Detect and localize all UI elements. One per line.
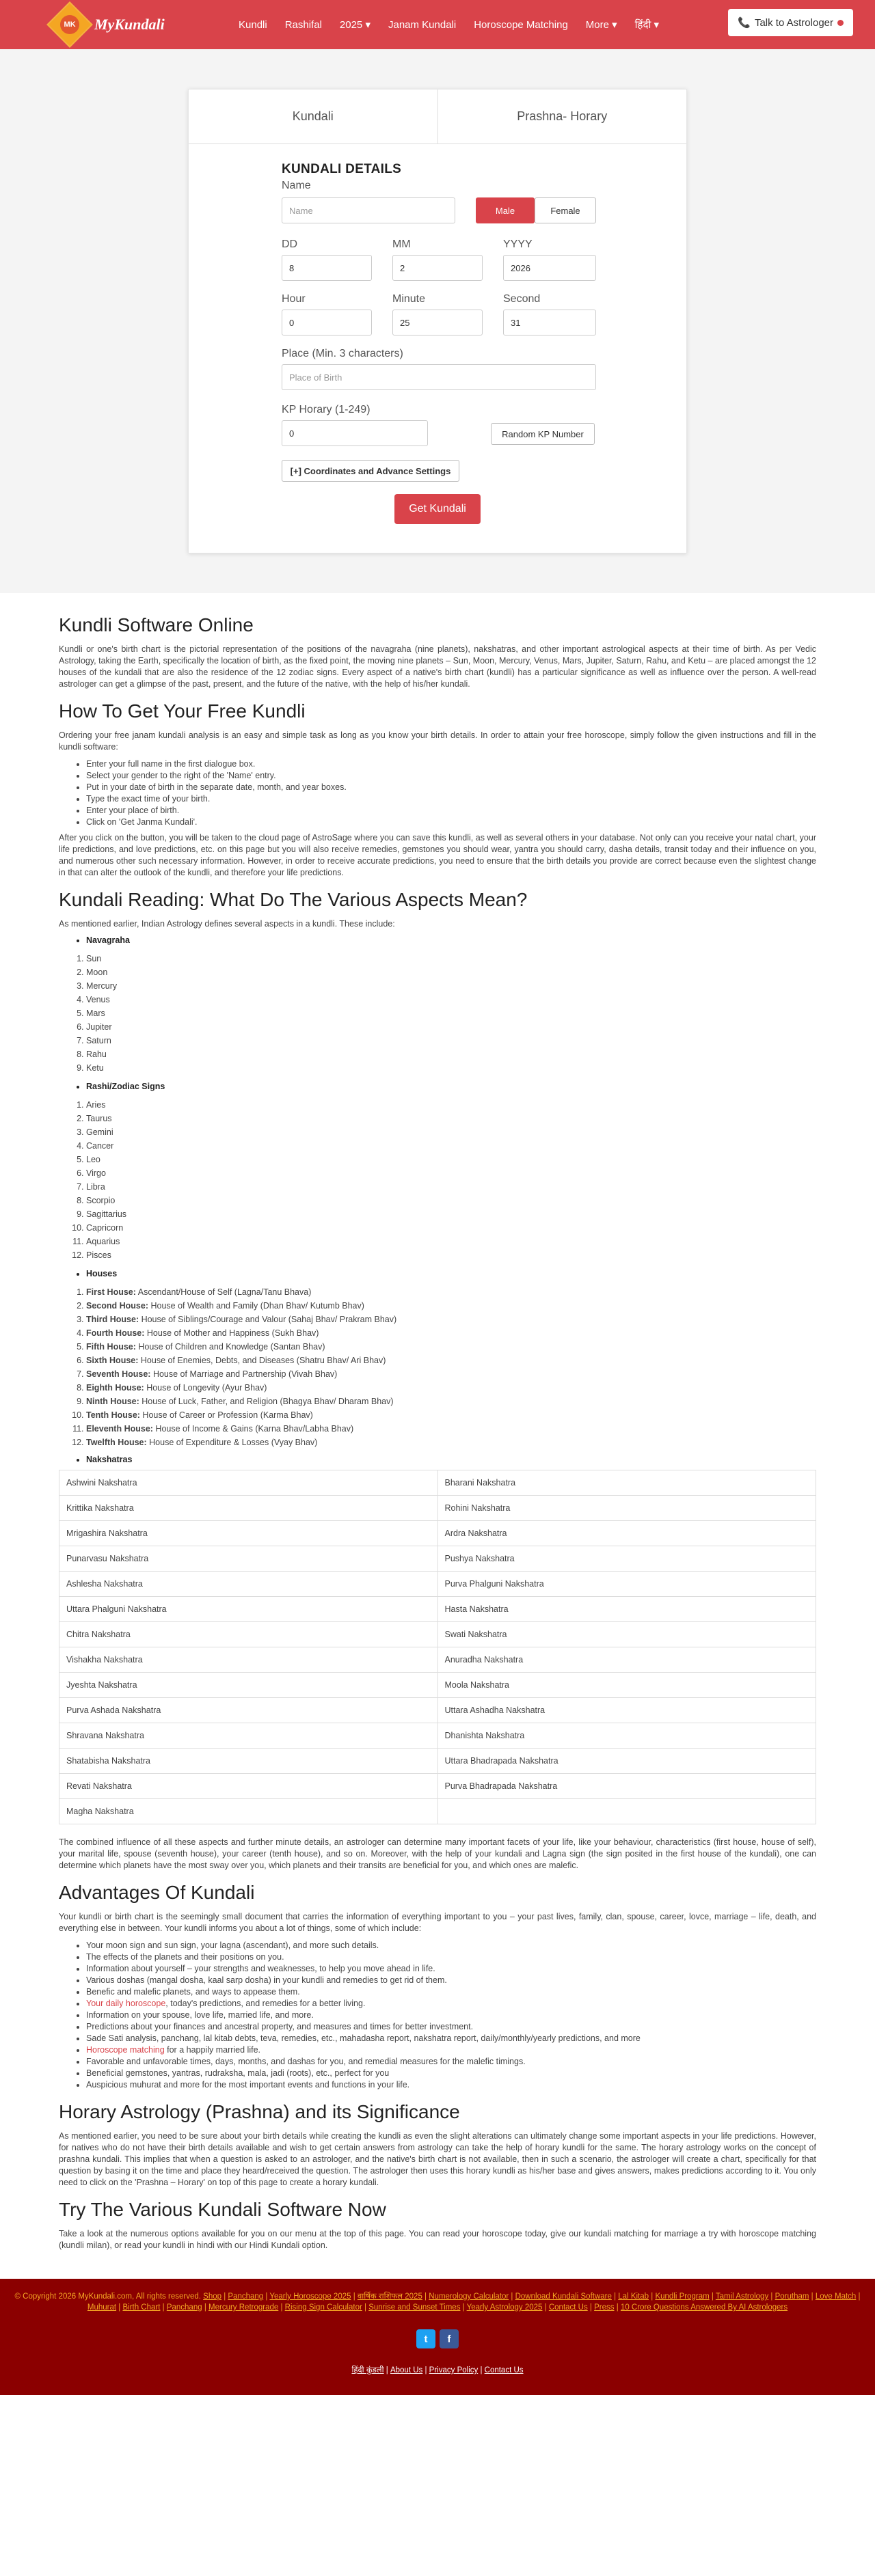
table-cell: Ashwini Nakshatra xyxy=(59,1470,438,1496)
table-row xyxy=(59,1572,816,1597)
yyyy-input[interactable]: 2026 xyxy=(503,255,596,281)
minute-label: Minute xyxy=(392,293,426,305)
house-name: First House: xyxy=(86,1287,136,1297)
planet-item: 5. Mars xyxy=(86,1006,816,1020)
footer-link[interactable]: Birth Chart xyxy=(122,2303,161,2312)
planet-item: 8. Rahu xyxy=(86,1047,816,1061)
footer-link[interactable]: Panchang xyxy=(166,2303,202,2312)
list-item: • Various doshas (mangal dosha, kaal sarp dosha) in your kundli and remedies to get rid of them. xyxy=(86,1975,816,1986)
form-title: KUNDALI DETAILS xyxy=(282,162,402,176)
table-cell: Purva Phalguni Nakshatra xyxy=(438,1572,816,1597)
house-desc: House of Luck, Father, and Religion (Bhagya Bhav/ Dharam Bhav) xyxy=(142,1397,394,1406)
footer xyxy=(0,2279,875,2395)
table-cell: Ashlesha Nakshatra xyxy=(59,1572,438,1597)
logo-text: MyKundali xyxy=(94,16,165,33)
footer-link[interactable]: Mercury Retrograde xyxy=(208,2303,279,2312)
footer-link[interactable]: Yearly Horoscope 2025 xyxy=(269,2292,351,2301)
site-logo[interactable] xyxy=(53,8,165,41)
paragraph: The combined influence of all these aspects and further minute details, an astrologer can determine many important facets of your life, like your behaviour, characteristics (first house, house of self), your marital life, spouse (seventh house), your career (tenth house), and so on. Moreover, with the help of your kundali and Lagna sign (the sign posited in the first house of the kundali), one can determine which planets have the most sway over you, which planets and their transits are beneficial for you, and which ones are malefic. xyxy=(59,1837,816,1870)
list-item: • Enter your place of birth. xyxy=(86,805,816,817)
table-cell: Punarvasu Nakshatra xyxy=(59,1546,438,1572)
table-cell: Mrigashira Nakshatra xyxy=(59,1521,438,1546)
table-cell: Swati Nakshatra xyxy=(438,1622,816,1647)
table-cell: Hasta Nakshatra xyxy=(438,1597,816,1622)
footer-link[interactable]: Love Match xyxy=(815,2292,857,2301)
sign-item: 6. Virgo xyxy=(86,1166,816,1180)
yyyy-label: YYYY xyxy=(503,238,533,250)
table-cell: Uttara Ashadha Nakshatra xyxy=(438,1698,816,1723)
second-input[interactable]: 31 xyxy=(503,310,596,335)
list-item: • Favorable and unfavorable times, days, months, and dashas for you, and remedial measures for the malefic timings. xyxy=(86,2056,816,2068)
table-row xyxy=(59,1647,816,1673)
subheading: Houses xyxy=(86,1269,118,1278)
house-desc: House of Career or Profession (Karma Bhav) xyxy=(142,1410,313,1420)
list-item: • Auspicious muhurat and more for the most important events and functions in your life. xyxy=(86,2079,816,2091)
list-item: • Beneficial gemstones, yantras, rudraksha, mala, jadi (roots), etc., perfect for you xyxy=(86,2068,816,2079)
table-cell: Anuradha Nakshatra xyxy=(438,1647,816,1673)
female-button[interactable]: Female xyxy=(535,197,596,223)
sign-item: 11. Aquarius xyxy=(86,1235,816,1248)
section-heading: Try The Various Kundali Software Now xyxy=(59,2199,386,2220)
table-row xyxy=(59,1546,816,1572)
house-name: Eighth House: xyxy=(86,1383,144,1393)
sign-item: 7. Libra xyxy=(86,1180,816,1194)
house-desc: House of Income & Gains (Karna Bhav/Labha Bhav) xyxy=(155,1424,354,1434)
signs-list xyxy=(86,1098,816,1262)
table-cell: Chitra Nakshatra xyxy=(59,1622,438,1647)
footer-link[interactable]: Tamil Astrology xyxy=(715,2292,769,2301)
name-label: Name xyxy=(282,180,311,191)
list-item: • Enter your full name in the first dialogue box. xyxy=(86,758,816,770)
table-cell: Magha Nakshatra xyxy=(59,1799,438,1824)
table-row xyxy=(59,1749,816,1774)
table-cell xyxy=(438,1799,816,1824)
sign-item: 12. Pisces xyxy=(86,1248,816,1262)
table-cell: Purva Ashada Nakshatra xyxy=(59,1698,438,1723)
house-name: Third House: xyxy=(86,1315,139,1324)
list-item: • Information on your spouse, love life, married life, and more. xyxy=(86,2010,816,2021)
nav-horoscope-matching[interactable]: Horoscope Matching xyxy=(474,18,568,31)
footer-link[interactable]: Muhurat xyxy=(87,2303,117,2312)
dd-input[interactable]: 8 xyxy=(282,255,372,281)
section-heading: Kundali Reading: What Do The Various Aspects Mean? xyxy=(59,889,528,910)
house-desc: House of Enemies, Debts, and Diseases (Shatru Bhav/ Ari Bhav) xyxy=(140,1356,386,1365)
sign-item: 4. Cancer xyxy=(86,1139,816,1153)
house-item xyxy=(86,1299,816,1313)
table-cell: Revati Nakshatra xyxy=(59,1774,438,1799)
list-item: • Your moon sign and sun sign, your lagna (ascendant), and more such details. xyxy=(86,1940,816,1951)
subheading: Navagraha xyxy=(86,935,130,945)
paragraph: As mentioned earlier, Indian Astrology defines several aspects in a kundli. These include: xyxy=(59,919,395,929)
house-item xyxy=(86,1313,816,1326)
list-item: • Benefic and malefic planets, and ways to appease them. xyxy=(86,1986,816,1998)
list-item: • Put in your date of birth in the separate date, month, and year boxes. xyxy=(86,782,816,793)
hour-label: Hour xyxy=(282,293,306,305)
planet-item: 6. Jupiter xyxy=(86,1020,816,1034)
table-cell: Purva Bhadrapada Nakshatra xyxy=(438,1774,816,1799)
sign-item: 8. Scorpio xyxy=(86,1194,816,1207)
section-heading: How To Get Your Free Kundli xyxy=(59,700,306,722)
house-desc: Ascendant/House of Self (Lagna/Tanu Bhava) xyxy=(137,1287,312,1297)
nav-janam-kundali[interactable]: Janam Kundali xyxy=(388,18,457,31)
footer-link[interactable]: Numerology Calculator xyxy=(429,2292,509,2301)
male-button[interactable]: Male xyxy=(476,197,535,223)
house-item xyxy=(86,1285,816,1299)
footer-link[interactable]: Rising Sign Calculator xyxy=(284,2303,362,2312)
table-cell: Pushya Nakshatra xyxy=(438,1546,816,1572)
table-cell: Krittika Nakshatra xyxy=(59,1496,438,1521)
house-desc: House of Mother and Happiness (Sukh Bhav) xyxy=(146,1328,319,1338)
table-cell: Uttara Bhadrapada Nakshatra xyxy=(438,1749,816,1774)
table-cell: Rohini Nakshatra xyxy=(438,1496,816,1521)
house-item xyxy=(86,1422,816,1436)
footer-link[interactable]: Shop xyxy=(203,2292,222,2301)
facebook-icon[interactable]: f xyxy=(440,2329,459,2348)
sign-item: 2. Taurus xyxy=(86,1112,816,1125)
table-row xyxy=(59,1698,816,1723)
house-desc: House of Expenditure & Losses (Vyay Bhav) xyxy=(149,1438,318,1447)
houses-list xyxy=(86,1285,816,1449)
table-row xyxy=(59,1470,816,1496)
house-item xyxy=(86,1354,816,1367)
table-cell: Uttara Phalguni Nakshatra xyxy=(59,1597,438,1622)
footer-link[interactable]: Yearly Astrology 2025 xyxy=(466,2303,543,2312)
nav-kundli[interactable]: Kundli xyxy=(239,18,267,31)
nav-rashifal[interactable]: Rashifal xyxy=(284,18,322,31)
name-input[interactable]: Name xyxy=(282,197,455,223)
house-desc: House of Siblings/Courage and Valour (Sahaj Bhav/ Prakram Bhav) xyxy=(141,1315,397,1324)
minute-input[interactable]: 25 xyxy=(392,310,483,335)
house-desc: House of Longevity (Ayur Bhav) xyxy=(146,1383,267,1393)
house-item xyxy=(86,1367,816,1381)
footer-link[interactable]: 10 Crore Questions Answered By AI Astrologers xyxy=(620,2303,788,2312)
table-row xyxy=(59,1723,816,1749)
house-item xyxy=(86,1436,816,1449)
footer-links: © Copyright 2026 MyKundali.com, All rights reserved. Shop | Panchang | Yearly Horoscope 2025 | वार्षिक राशिफल 2025 | Numerology Calculator | Download Kundali Software | Lal Kitab | Kundli Program | Tamil Astrology | Porutham | Love Match | Muhurat | Birth Chart | Panchang | Mercury Retrograde | Rising Sign Calculator | Sunrise and Sunset Times | Yearly Astrology 2025 | Contact Us | Press | 10 Crore Questions Answered By AI Astrologers xyxy=(14,2292,861,2312)
house-name: Tenth House: xyxy=(86,1410,140,1420)
footer-link[interactable]: Contact Us xyxy=(484,2366,524,2374)
paragraph: Kundli or one's birth chart is the pictorial representation of the positions of the navagraha (nine planets), nakshatras, and other important astrological aspects at their time of birth. As per Vedic Astrology, taking the Earth, specifically the location of birth, as the fixed point, the moving nine planets – Sun, Moon, Mercury, Venus, Mars, Jupiter, Saturn, Rahu, and Ketu – are placed amongst the 12 houses of the kundali that are also the residence of the 12 zodiac signs. Every aspect of a native's birth chart (kundli) has a particular significance as well as influence over the person. A well-read astrologer can get a glimpse of the past, present, and the future of the native, with the help of his/her kundali. xyxy=(59,644,816,689)
social-links xyxy=(0,2329,875,2348)
planet-item: 2. Moon xyxy=(86,965,816,979)
paragraph: Ordering your free janam kundali analysis is an easy and simple task as long as you know your birth details. In order to attain your free horoscope, simply follow the given instructions and fill in the kundli software: xyxy=(59,730,816,752)
table-row xyxy=(59,1799,816,1824)
nakshatra-table xyxy=(59,1470,816,1824)
house-desc: House of Children and Knowledge (Santan Bhav) xyxy=(138,1342,325,1352)
planets-list xyxy=(86,952,816,1075)
hour-input[interactable]: 0 xyxy=(282,310,372,335)
second-label: Second xyxy=(503,293,541,305)
footer-link[interactable]: Lal Kitab xyxy=(618,2292,649,2301)
tab-kundali[interactable]: Kundali xyxy=(292,109,334,123)
kundali-form-section xyxy=(0,49,875,593)
coordinates-toggle-button[interactable]: [+] Coordinates and Advance Settings xyxy=(282,460,459,482)
house-name: Fifth House: xyxy=(86,1342,136,1352)
table-row xyxy=(59,1521,816,1546)
paragraph: As mentioned earlier, you need to be sure about your birth details while creating the kundli as even the slight alterations can ultimately change some important aspects in your life predictions. However, for natives who do not have their birth details available and wish to get certain answers from astrology can take the help of horary kundli for the same. The horary astrology works on the concept of prashna kundali. This implies that when a question is asked to an astrologer, and the native's birth chart is not available, then in such a scenario, the astrologer will create a chart, specifically for that question by basing it on the time and place they heard/received the question. The astrologer then uses this horary kundli as his/her base and gives answers, makes predictions according to it. You only need to click on the 'Prashna – Horary' on top of this page to create a horary kundali. xyxy=(59,2131,816,2187)
live-dot-icon xyxy=(837,20,844,26)
house-name: Eleventh House: xyxy=(86,1424,153,1434)
house-name: Seventh House: xyxy=(86,1369,151,1379)
house-item xyxy=(86,1381,816,1395)
sign-item: 10. Capricorn xyxy=(86,1221,816,1235)
footer-link[interactable]: हिंदी कुंडली xyxy=(351,2366,384,2374)
house-name: Twelfth House: xyxy=(86,1438,147,1447)
planet-item: 3. Mercury xyxy=(86,979,816,993)
bottom-links: हिंदी कुंडली | About Us | Privacy Policy | Contact Us xyxy=(351,2366,524,2374)
list-item: • The effects of the planets and their positions on you. xyxy=(86,1951,816,1963)
list-item: • Horoscope matching for a happily married life. xyxy=(86,2044,816,2056)
article xyxy=(0,593,875,2251)
twitter-icon[interactable]: t xyxy=(416,2329,435,2348)
house-name: Ninth House: xyxy=(86,1397,139,1406)
daily-horoscope-link[interactable]: Your daily horoscope xyxy=(86,1999,166,2008)
table-cell: Dhanishta Nakshatra xyxy=(438,1723,816,1749)
table-cell: Ardra Nakshatra xyxy=(438,1521,816,1546)
footer-link[interactable]: Press xyxy=(594,2303,615,2312)
place-input[interactable]: Place of Birth xyxy=(282,364,596,390)
table-cell: Shravana Nakshatra xyxy=(59,1723,438,1749)
house-item xyxy=(86,1408,816,1422)
footer-link[interactable]: वार्षिक राशिफल 2025 xyxy=(357,2292,422,2301)
planet-item: 4. Venus xyxy=(86,993,816,1006)
paragraph: After you click on the button, you will be taken to the cloud page of AstroSage where you can save this kundli, as well as several others in your database. Not only can you receive your natal chart, your life predictions, and love predictions, etc. on this page but you will also receive remedies, gemstones you should wear, yantra you should carry, dasha details, transit today and their influence on you, and numerous other such necessary information. However, in order to receive accurate predictions, you need to ensure that the birth details you provide are correct because even the slightest change in that can alter the outlook of the kundli, and therefore your life predictions. xyxy=(59,833,816,877)
house-item xyxy=(86,1395,816,1408)
mm-input[interactable]: 2 xyxy=(392,255,483,281)
table-row xyxy=(59,1597,816,1622)
sign-item: 3. Gemini xyxy=(86,1125,816,1139)
footer-link[interactable]: Porutham xyxy=(775,2292,809,2301)
footer-link[interactable]: Sunrise and Sunset Times xyxy=(368,2303,461,2312)
kundali-form-card xyxy=(188,89,687,553)
table-row xyxy=(59,1622,816,1647)
footer-link[interactable]: Panchang xyxy=(228,2292,264,2301)
planet-item: 1. Sun xyxy=(86,952,816,965)
footer-link[interactable]: About Us xyxy=(390,2366,423,2374)
subheading: Rashi/Zodiac Signs xyxy=(86,1082,165,1091)
table-cell: Moola Nakshatra xyxy=(438,1673,816,1698)
mm-label: MM xyxy=(392,238,411,250)
kp-label: KP Horary (1-249) xyxy=(282,404,371,415)
table-cell: Vishakha Nakshatra xyxy=(59,1647,438,1673)
sign-item: 5. Leo xyxy=(86,1153,816,1166)
house-name: Second House: xyxy=(86,1301,148,1311)
list-item: • Type the exact time of your birth. xyxy=(86,793,816,805)
table-cell: Jyeshta Nakshatra xyxy=(59,1673,438,1698)
horoscope-matching-link[interactable]: Horoscope matching xyxy=(86,2045,165,2055)
get-kundali-button[interactable]: Get Kundali xyxy=(394,494,481,524)
house-desc: House of Marriage and Partnership (Vivah Bhav) xyxy=(152,1369,338,1379)
table-row xyxy=(59,1496,816,1521)
kp-input[interactable]: 0 xyxy=(282,420,428,446)
footer-link[interactable]: Privacy Policy xyxy=(429,2366,479,2374)
section-heading: Kundli Software Online xyxy=(59,614,254,635)
table-row xyxy=(59,1774,816,1799)
advantages-list xyxy=(86,1940,816,2091)
nav-2025[interactable]: 2025 ▾ xyxy=(339,19,371,31)
sign-item: 1. Aries xyxy=(86,1098,816,1112)
copyright: © Copyright 2026 MyKundali.com, All rights reserved. xyxy=(14,2292,201,2301)
paragraph: Your kundli or birth chart is the seemingly small document that carries the information of everything important to you – your past lives, family, clan, spouse, career, lovce, marriage – life, death, and everything else in between. Your kundli informs you about a lot of things, some of which include: xyxy=(59,1912,816,1933)
paragraph: Take a look at the numerous options available for you on our menu at the top of this page. You can read your horoscope today, give our kundali matching for marriage a try with horoscope matching (kundli milan), or read your kundli in hindi with our Hindi Kundali option. xyxy=(59,2229,816,2250)
planet-item: 7. Saturn xyxy=(86,1034,816,1047)
top-navbar xyxy=(0,0,875,49)
table-cell: Bharani Nakshatra xyxy=(438,1470,816,1496)
nav-hindi[interactable]: हिंदी ▾ xyxy=(634,19,660,31)
table-cell: Shatabisha Nakshatra xyxy=(59,1749,438,1774)
tab-prashna-horary[interactable]: Prashna- Horary xyxy=(438,90,687,143)
section-heading: Horary Astrology (Prashna) and its Significance xyxy=(59,2101,460,2122)
list-item: • Your daily horoscope, today's predictions, and remedies for a better living. xyxy=(86,1998,816,2010)
planet-item: 9. Ketu xyxy=(86,1061,816,1075)
talk-to-astrologer-button[interactable]: 📞 Talk to Astrologer xyxy=(728,9,853,36)
house-item xyxy=(86,1340,816,1354)
table-row xyxy=(59,1673,816,1698)
random-kp-button[interactable]: Random KP Number xyxy=(491,423,595,445)
footer-link[interactable]: Download Kundali Software xyxy=(515,2292,612,2301)
house-name: Sixth House: xyxy=(86,1356,139,1365)
section-heading: Advantages Of Kundali xyxy=(59,1882,255,1903)
main-nav xyxy=(239,0,677,49)
dd-label: DD xyxy=(282,238,298,250)
house-desc: House of Wealth and Family (Dhan Bhav/ Kutumb Bhav) xyxy=(150,1301,364,1311)
footer-link[interactable]: Kundli Program xyxy=(655,2292,710,2301)
list-item: • Sade Sati analysis, panchang, lal kitab debts, teva, remedies, etc., mahadasha report, nakshatra report, daily/monthly/yearly predictions, and more xyxy=(86,2033,816,2044)
logo-badge: MK xyxy=(46,1,93,48)
steps-list xyxy=(86,758,816,828)
list-item: • Click on 'Get Janma Kundali'. xyxy=(86,817,816,828)
phone-icon: 📞 xyxy=(738,17,751,29)
list-item: • Information about yourself – your strengths and weaknesses, to help you move ahead in life. xyxy=(86,1963,816,1975)
sign-item: 9. Sagittarius xyxy=(86,1207,816,1221)
list-item: • Select your gender to the right of the 'Name' entry. xyxy=(86,770,816,782)
nav-more[interactable]: More ▾ xyxy=(585,19,617,31)
subheading: Nakshatras xyxy=(86,1455,133,1464)
list-item: • Predictions about your finances and ancestral property, and measures and times for better investment. xyxy=(86,2021,816,2033)
place-label: Place (Min. 3 characters) xyxy=(282,348,403,359)
footer-link[interactable]: Contact Us xyxy=(548,2303,588,2312)
house-item xyxy=(86,1326,816,1340)
house-name: Fourth House: xyxy=(86,1328,145,1338)
